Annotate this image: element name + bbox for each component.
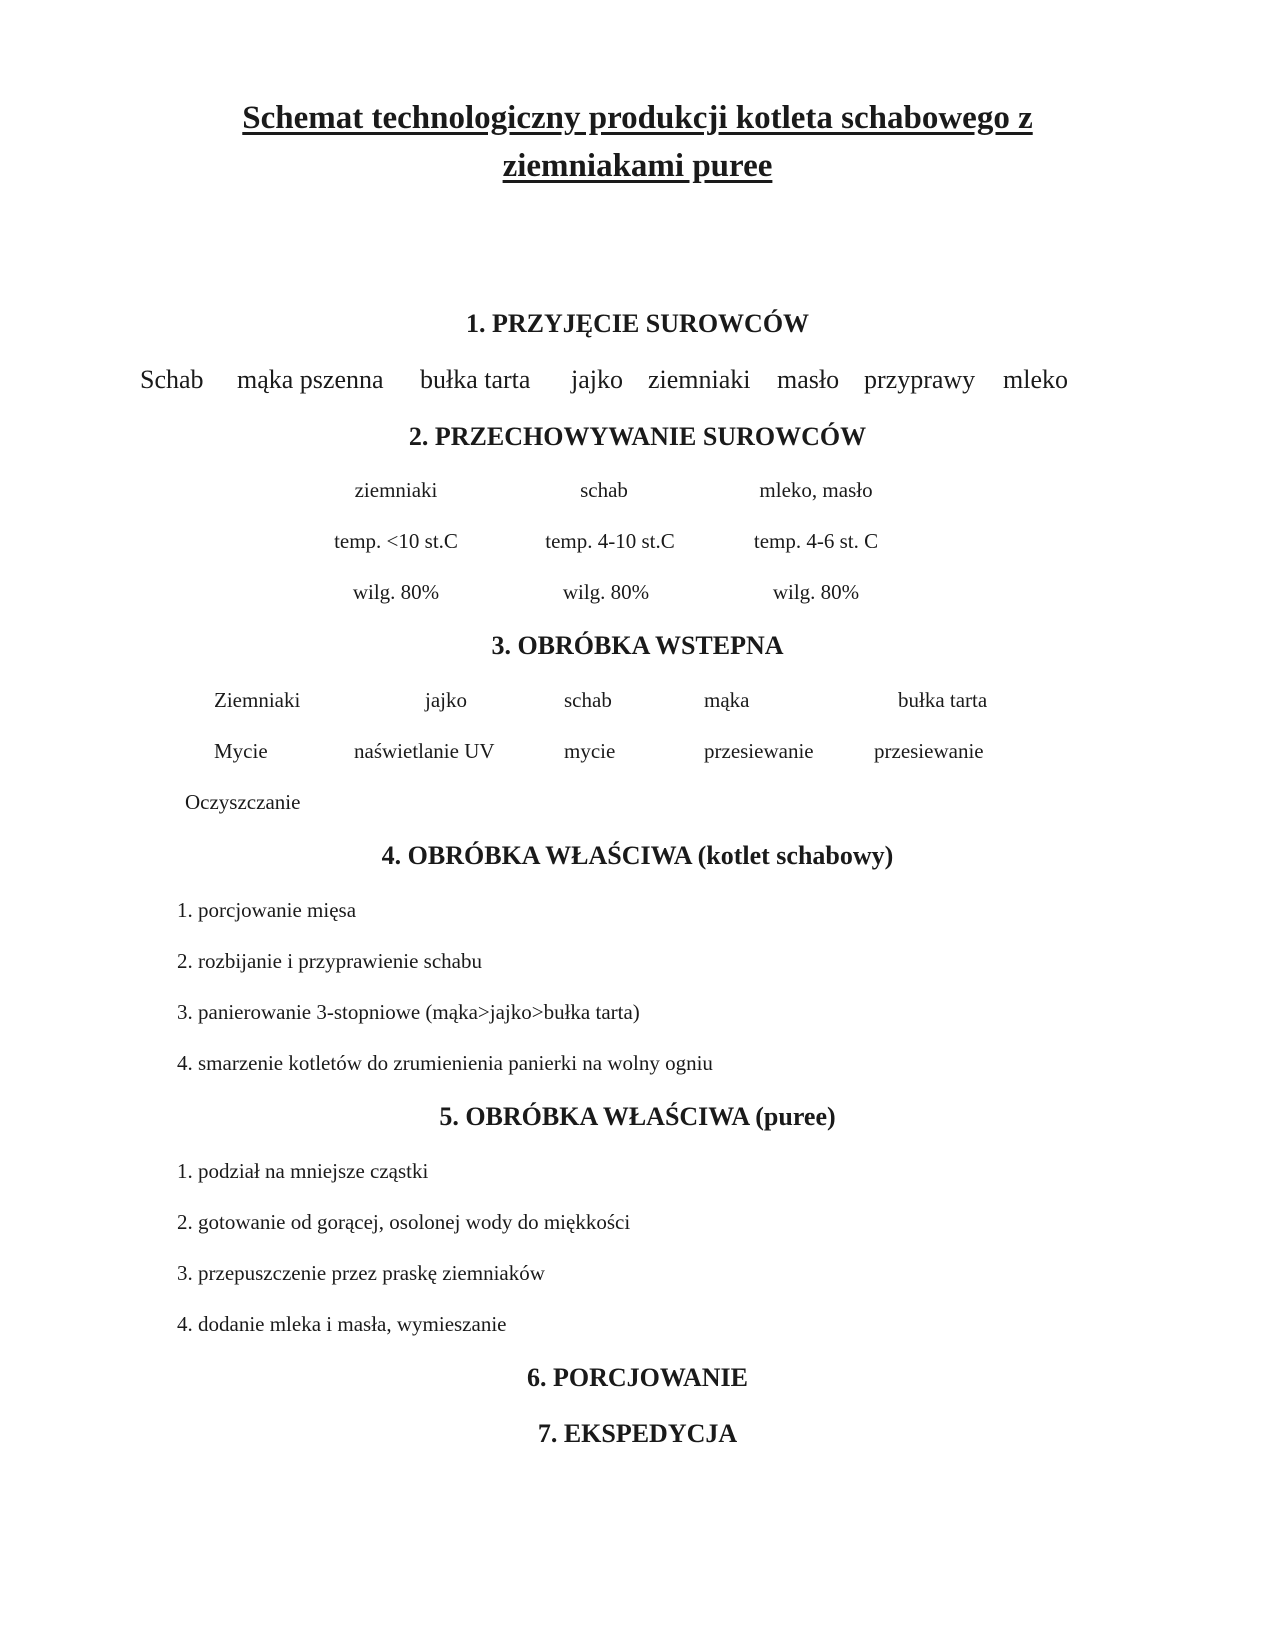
raw-material: Schab (140, 365, 204, 394)
pretreatment-process: przesiewanie (874, 739, 984, 763)
cutlet-step: 1. porcjowanie mięsa (177, 898, 357, 922)
pretreatment-process: mycie (564, 739, 616, 763)
section-heading-3: 3. OBRÓBKA WSTEPNA (491, 631, 784, 660)
pretreatment-extra: Oczyszczanie (185, 790, 301, 814)
puree-step: 2. gotowanie od gorącej, osolonej wody do miękkości (177, 1210, 631, 1234)
raw-material: ziemniaki (648, 365, 751, 394)
raw-material: mąka pszenna (237, 365, 384, 394)
document-title-line-2: ziemniakami puree (502, 148, 773, 184)
pretreatment-process: naświetlanie UV (354, 739, 495, 763)
cutlet-step: 4. smarzenie kotletów do zrumienienia panierki na wolny ogniu (177, 1051, 713, 1075)
section-heading-1: 1. PRZYJĘCIE SUROWCÓW (465, 309, 810, 338)
storage-temperature: temp. <10 st.C (334, 529, 458, 553)
storage-item: ziemniaki (354, 478, 438, 502)
section-heading-4: 4. OBRÓBKA WŁAŚCIWA (kotlet schabowy) (381, 841, 894, 870)
raw-material: mleko (1003, 365, 1068, 394)
storage-humidity: wilg. 80% (772, 580, 860, 604)
cutlet-step: 3. panierowanie 3-stopniowe (mąka>jajko>bułka tarta) (177, 1000, 640, 1024)
pretreatment-process: przesiewanie (704, 739, 814, 763)
storage-temperature: temp. 4-6 st. C (753, 529, 879, 553)
pretreatment-item: jajko (425, 688, 467, 712)
raw-material: bułka tarta (420, 365, 531, 394)
pretreatment-item: Ziemniaki (214, 688, 301, 712)
puree-step: 4. dodanie mleka i masła, wymieszanie (177, 1312, 507, 1336)
pretreatment-item: schab (564, 688, 612, 712)
storage-humidity: wilg. 80% (562, 580, 650, 604)
storage-temperature: temp. 4-10 st.C (545, 529, 675, 553)
puree-step: 3. przepuszczenie przez praskę ziemniaków (177, 1261, 545, 1285)
storage-humidity: wilg. 80% (352, 580, 440, 604)
pretreatment-item: mąka (704, 688, 750, 712)
section-heading-2: 2. PRZECHOWYWANIE SUROWCÓW (408, 422, 867, 451)
section-heading-6: 6. PORCJOWANIE (526, 1363, 748, 1392)
section-heading-5: 5. OBRÓBKA WŁAŚCIWA (puree) (439, 1102, 836, 1131)
pretreatment-process: Mycie (214, 739, 268, 763)
storage-item: mleko, masło (759, 478, 873, 502)
document-title-line-1: Schemat technologiczny produkcji kotleta schabowego z (242, 100, 1033, 136)
puree-step: 1. podział na mniejsze cząstki (177, 1159, 429, 1183)
raw-material: przyprawy (864, 365, 976, 394)
pretreatment-item: bułka tarta (898, 688, 988, 712)
raw-material: jajko (571, 365, 623, 394)
section-heading-7: 7. EKSPEDYCJA (537, 1419, 738, 1448)
storage-item: schab (580, 478, 628, 502)
raw-material: masło (777, 365, 840, 394)
cutlet-step: 2. rozbijanie i przyprawienie schabu (177, 949, 482, 973)
